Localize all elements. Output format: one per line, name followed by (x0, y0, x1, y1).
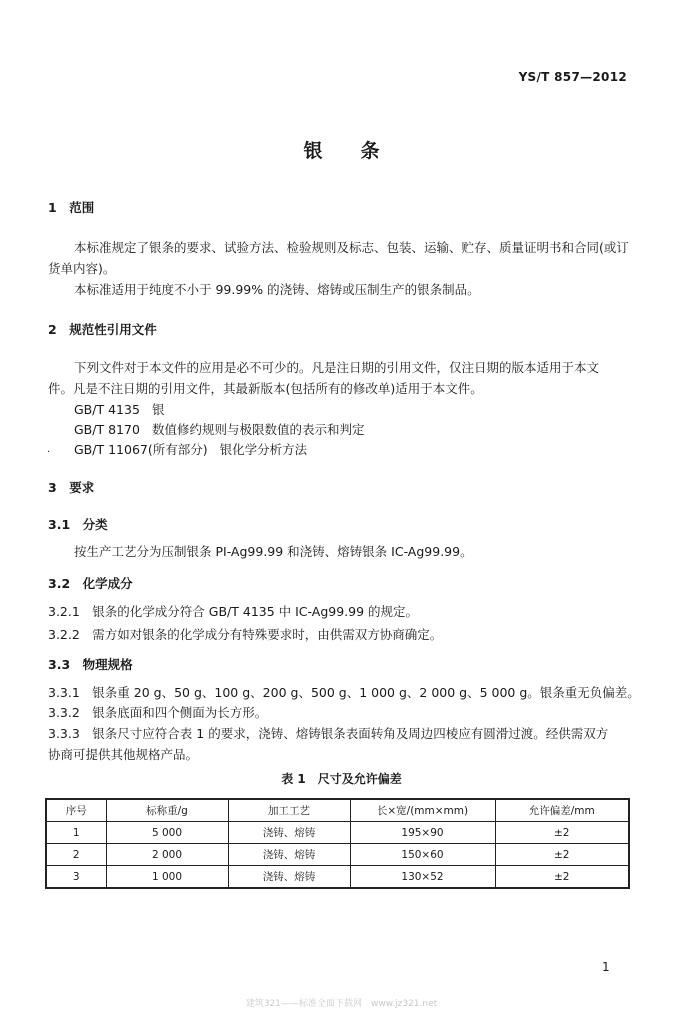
column-header: 加工工艺 (228, 799, 350, 822)
document-title: 银条 (303, 140, 418, 162)
section-3-1-text: 按生产工艺分为压制银条 PI-Ag99.99 和浇铸、熔铸银条 IC-Ag99.99。 (74, 544, 473, 559)
section-1-para-1-line-1: 本标准规定了银条的要求、试验方法、检验规则及标志、包装、运输、贮存、质量证明书和合同(或订 (74, 240, 629, 255)
clause-3-2-1: 3.2.1 银条的化学成分符合 GB/T 4135 中 IC-Ag99.99 的规定。 (48, 604, 419, 619)
table-cell: 195×90 (350, 822, 495, 844)
table-cell: 1 000 (106, 866, 228, 889)
table-row (46, 866, 629, 889)
section-2-intro-line-1: 下列文件对于本文件的应用是必不可少的。凡是注日期的引用文件，仅注日期的版本适用于本文 (74, 360, 600, 375)
column-header: 长×宽/(mm×mm) (350, 799, 495, 822)
section-1-para-2: 本标准适用于纯度不小于 99.99% 的浇铸、熔铸或压制生产的银条制品。 (74, 282, 480, 297)
table-caption: 表 1 尺寸及允许偏差 (281, 772, 402, 786)
table-row (46, 844, 629, 866)
table-cell: 2 000 (106, 844, 228, 866)
section-3-1-heading: 3.1 分类 (48, 517, 108, 532)
clause-3-3-1: 3.3.1 银条重 20 g、50 g、100 g、200 g、500 g、1 000 g、2 000 g、5 000 g。银条重无负偏差。 (48, 685, 640, 700)
table-cell: 浇铸、熔铸 (228, 822, 350, 844)
section-3-heading: 3 要求 (48, 480, 95, 495)
clause-3-3-3-line-1: 3.3.3 银条尺寸应符合表 1 的要求，浇铸、熔铸银条表面转角及周边四棱应有圆滑过渡。经供需双方 (48, 726, 609, 741)
table-cell: ±2 (495, 822, 629, 844)
section-2-intro-line-2: 件。凡是不注日期的引用文件，其最新版本(包括所有的修改单)适用于本文件。 (48, 381, 483, 396)
reference-item (74, 400, 165, 418)
column-header: 标称重/g (106, 799, 228, 822)
table-header-row (46, 799, 629, 822)
table-row (46, 822, 629, 844)
standard-code: YS/T 857—2012 (518, 70, 627, 84)
clause-3-3-2: 3.3.2 银条底面和四个侧面为长方形。 (48, 705, 268, 720)
reference-code: GB/T 4135 (74, 402, 140, 417)
table-cell: 2 (46, 844, 106, 866)
column-header: 序号 (46, 799, 106, 822)
table-cell: 5 000 (106, 822, 228, 844)
reference-title: 数值修约规则与极限数值的表示和判定 (152, 422, 365, 437)
table-cell: 1 (46, 822, 106, 844)
clause-3-3-3-line-2: 协商可提供其他规格产品。 (48, 747, 199, 762)
table-cell: ±2 (495, 866, 629, 889)
column-header: 允许偏差/mm (495, 799, 629, 822)
page-number: 1 (602, 960, 610, 974)
section-3-2-heading: 3.2 化学成分 (48, 576, 133, 591)
table-cell: 130×52 (350, 866, 495, 889)
table-cell: 浇铸、熔铸 (228, 844, 350, 866)
scan-dot: · (47, 447, 51, 458)
section-1-heading: 1 范围 (48, 200, 95, 215)
reference-code: GB/T 11067(所有部分) (74, 442, 208, 457)
reference-title: 银 (152, 402, 165, 417)
reference-title: 银化学分析方法 (219, 442, 308, 457)
watermark-text: 建筑321——标准全面下载网 www.jz321.net (245, 999, 438, 1009)
reference-item (74, 420, 365, 438)
section-3-3-heading: 3.3 物理规格 (48, 657, 133, 672)
table-cell: 3 (46, 866, 106, 889)
dimensions-table (45, 798, 630, 889)
clause-3-2-2: 3.2.2 需方如对银条的化学成分有特殊要求时，由供需双方协商确定。 (48, 627, 443, 642)
section-2-heading: 2 规范性引用文件 (48, 322, 157, 337)
section-1-para-1-line-2: 货单内容)。 (48, 261, 116, 276)
table-cell: 浇铸、熔铸 (228, 866, 350, 889)
reference-item (74, 440, 307, 458)
reference-code: GB/T 8170 (74, 422, 140, 437)
table-cell: ±2 (495, 844, 629, 866)
table-cell: 150×60 (350, 844, 495, 866)
